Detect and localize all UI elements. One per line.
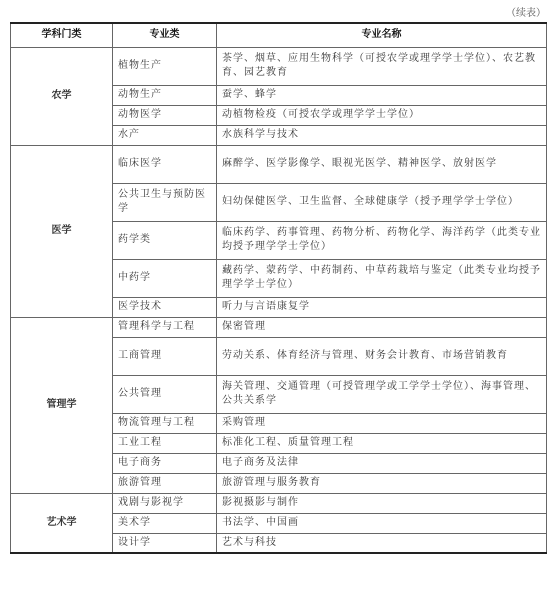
discipline-cell: 艺术学	[11, 493, 113, 553]
category-cell: 公共卫生与预防医学	[113, 183, 217, 221]
category-cell: 水产	[113, 125, 217, 145]
majors-cell: 保密管理	[217, 317, 547, 337]
table-row	[11, 493, 547, 513]
table-row	[11, 317, 547, 337]
majors-cell: 旅游管理与服务教育	[217, 473, 547, 493]
majors-cell: 采购管理	[217, 413, 547, 433]
majors-cell: 劳动关系、体育经济与管理、财务会计教育、市场营销教育	[217, 337, 547, 375]
majors-cell: 书法学、中国画	[217, 513, 547, 533]
header-discipline: 学科门类	[11, 23, 113, 47]
category-cell: 工业工程	[113, 433, 217, 453]
majors-cell: 海关管理、交通管理（可授管理学或工学学士学位）、海事管理、公共关系学	[217, 375, 547, 413]
majors-cell: 茶学、烟草、应用生物科学（可授农学或理学学士学位）、农艺教育、园艺教育	[217, 47, 547, 85]
category-cell: 医学技术	[113, 297, 217, 317]
table-row	[11, 145, 547, 183]
category-cell: 物流管理与工程	[113, 413, 217, 433]
category-cell: 电子商务	[113, 453, 217, 473]
majors-table	[10, 22, 547, 554]
majors-cell: 动植物检疫（可授农学或理学学士学位）	[217, 105, 547, 125]
header-category: 专业类	[113, 23, 217, 47]
majors-cell: 影视摄影与制作	[217, 493, 547, 513]
category-cell: 植物生产	[113, 47, 217, 85]
discipline-cell: 管理学	[11, 317, 113, 493]
table-body	[11, 47, 547, 553]
category-cell: 临床医学	[113, 145, 217, 183]
majors-cell: 临床药学、药事管理、药物分析、药物化学、海洋药学（此类专业均授予理学学士学位）	[217, 221, 547, 259]
discipline-cell: 医学	[11, 145, 113, 317]
majors-cell: 蚕学、蜂学	[217, 85, 547, 105]
table-header-row	[11, 23, 547, 47]
category-cell: 美术学	[113, 513, 217, 533]
category-cell: 药学类	[113, 221, 217, 259]
majors-cell: 艺术与科技	[217, 533, 547, 553]
majors-cell: 麻醉学、医学影像学、眼视光医学、精神医学、放射医学	[217, 145, 547, 183]
category-cell: 公共管理	[113, 375, 217, 413]
category-cell: 戏剧与影视学	[113, 493, 217, 513]
category-cell: 中药学	[113, 259, 217, 297]
majors-cell: 藏药学、蒙药学、中药制药、中草药栽培与鉴定（此类专业均授予理学学士学位）	[217, 259, 547, 297]
category-cell: 动物医学	[113, 105, 217, 125]
category-cell: 管理科学与工程	[113, 317, 217, 337]
category-cell: 旅游管理	[113, 473, 217, 493]
category-cell: 动物生产	[113, 85, 217, 105]
majors-cell: 听力与言语康复学	[217, 297, 547, 317]
continued-label: （续表）	[506, 8, 546, 19]
discipline-cell: 农学	[11, 47, 113, 145]
category-cell: 设计学	[113, 533, 217, 553]
majors-cell: 水族科学与技术	[217, 125, 547, 145]
majors-cell: 标准化工程、质量管理工程	[217, 433, 547, 453]
majors-cell: 电子商务及法律	[217, 453, 547, 473]
table-row	[11, 47, 547, 85]
header-major-names: 专业名称	[217, 23, 547, 47]
category-cell: 工商管理	[113, 337, 217, 375]
majors-cell: 妇幼保健医学、卫生监督、全球健康学（授予理学学士学位）	[217, 183, 547, 221]
